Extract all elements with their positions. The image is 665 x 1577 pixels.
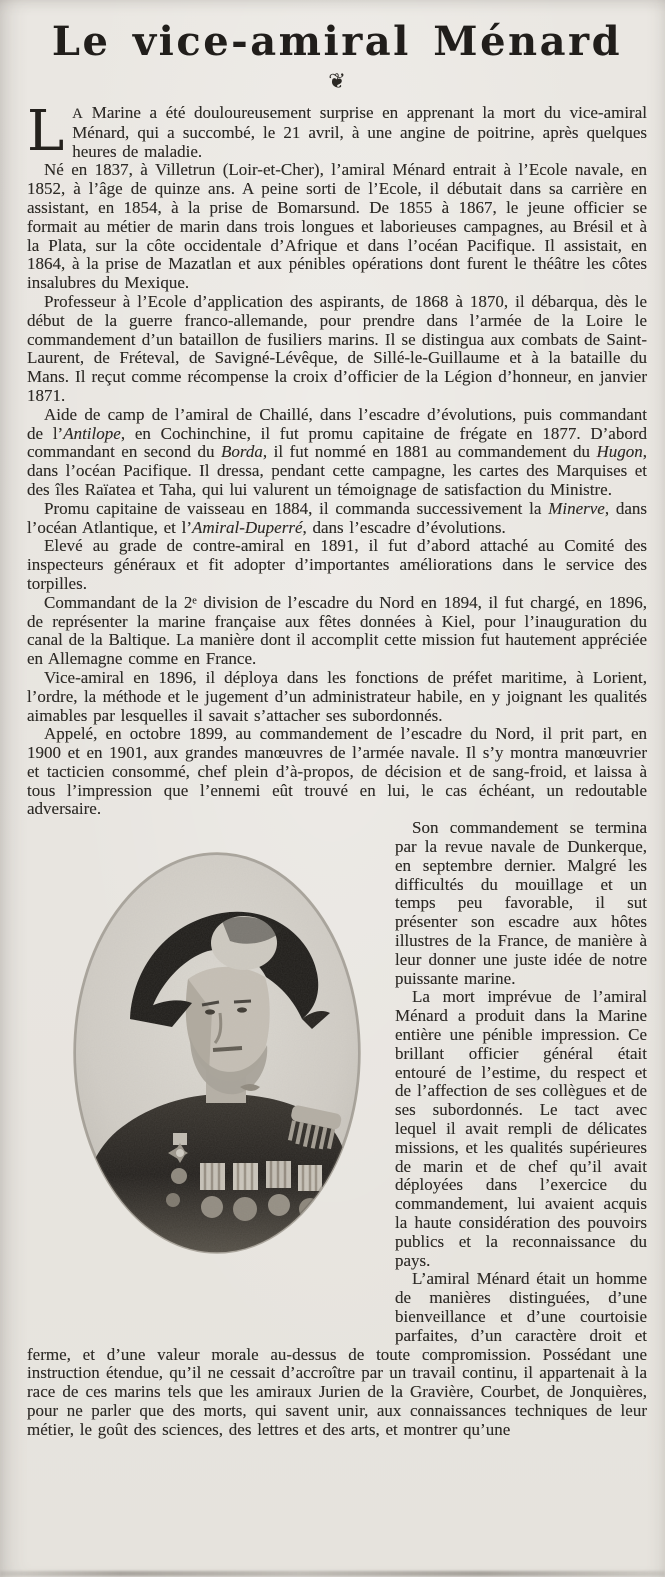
portrait-figure [27,821,395,1341]
page-bottom-edge [0,1571,665,1576]
lead-paragraph [27,99,647,164]
article-paragraph: Elevé au grade de contre-amiral en 1891, il fut d’abord attaché au Comité des inspecteurs généraux et fit adopter d’importantes améliorations dans le service des torpilles. [27,536,647,593]
article-paragraph: Né en 1837, à Villetrun (Loir-et-Cher), l’amiral Ménard entrait à l’Ecole navale, en 1852, à l’âge de quinze ans. A peine sorti de l’Ecole, il débutait dans sa carrière en assistant, en 1854, à la prise de Bomarsund. De 1855 à 1867, le jeune officier se formait au métier de marin dans trois longues et laborieuses campagnes, au Brésil et à la Plata, sur la côte occidentale d’Afrique et dans l’océan Pacifique. Il assistait, en 1864, à la prise de Mazatlan et aux pénibles opérations dont furent le théâtre les côtes insalubres du Mexique. [27,160,647,293]
article-body [27,99,647,1440]
article-paragraph: Appelé, en octobre 1899, au commandement de l’escadre du Nord, il prit part, en 1900 et en 1901, aux grandes manœuvres de l’armée navale. Il s’y montra manœuvrier et tacticien consommé, chef plein d’à-propos, de décision et de sang-froid, et laissa à tous l’impression que l’ennemi eût trouvé en lui, le cas échéant, un redoutable adversaire. [27,724,647,819]
lead-smallcap: A [72,106,84,122]
dropcap-letter: L [27,99,65,164]
article-paragraph: L’amiral Ménard était un homme de manières distinguées, d’une bienveillance et d’une courtoisie parfaites, d’un caractère droit et ferme, et d’une valeur morale au-dessus de toute compromission. Possédant une instruction étendue, qu’il ne cessait d’accroître par un travail continu, il appartenait à la race de ces marins tels que les amiraux Jurien de la Gravière, Courbet, de Jonquières, pour ne parler que des morts, qui savent unir, aux connaissances techniques de leur métier, le goût des sciences, des lettres et des arts, et montrer qu’une [27,1269,647,1439]
article-paragraph: Commandant de la 2ᵉ division de l’escadre du Nord en 1894, il fut chargé, en 1896, de représenter la marine française aux fêtes données à Kiel, pour l’inauguration du canal de la Baltique. La manière dont il accomplit cette mission fut hautement appréciée en Allemagne comme en France. [27,592,647,669]
article-paragraph: Son commandement se termina par la revue navale de Dunkerque, en septembre dernier. Malgré les difficultés du mouillage et un temps peu favorable, il sut présenter son escadre aux hôtes illustres de la France, de manière à leur donner une juste idée de notre puissante marine. [395,818,647,988]
article-title: Le vice-amiral Ménard [51,18,623,65]
lead-paragraph-text: Marine a été douloureusement surprise en apprenant la mort du vice-amiral Ménard, qui a succombé, le 21 avril, à une angine de poitrine, après quelques heures de maladie. [72,103,647,161]
fleuron-ornament-icon: ❦ [328,69,346,93]
article-paragraph: Professeur à l’Ecole d’application des aspirants, de 1868 à 1870, il débarqua, dès le début de la guerre franco-allemande, pour prendre dans l’armée de la Loire le commandement d’un bataillon de fusiliers marins. Il se distingua aux combats de Saint-Laurent, de Fréteval, de Savigné-Lévêque, de Sillé-le-Guillaume et à la bataille du Mans. Il reçut comme récompense la croix d’officier de la Légion d’honneur, en janvier 1871. [27,291,647,405]
article-header [27,18,647,93]
portrait-photo-vice-amiral-menard [72,851,362,1255]
article-paragraph: Promu capitaine de vaisseau en 1884, il commanda successivement la Minerve, dans l’océan Atlantique, et l’Amiral-Duperré, dans l’escadre d’évolutions. [27,498,647,537]
article-paragraph: La mort imprévue de l’amiral Ménard a produit dans la Marine entière une pénible impression. Ce brillant officier général était entouré de l’estime, du respect et de l’affection de ses collègues et de ses subordonnés. Le tact avec lequel il avait rempli de délicates missions, et les qualités supérieures de marin et de chef qu’il avait déployées dans l’exercice du commandement, lui avaient acquis la haute considération des pouvoirs publics et la reconnaissance du pays. [395,987,647,1270]
article-paragraph: Aide de camp de l’amiral de Chaillé, dans l’escadre d’évolutions, puis commandant de l’Antilope, en Cochinchine, il fut promu capitaine de frégate en 1877. D’abord commandant en second du Borda, il fut nommé en 1881 au commandement du Hugon, dans l’océan Pacifique. Il dressa, pendant cette campagne, les cartes des Marquises et des îles Raïatea et Taha, qui lui valurent un témoignage de satisfaction du Ministre. [27,404,647,499]
article-paragraph: Vice-amiral en 1896, il déploya dans les fonctions de préfet maritime, à Lorient, l’ordre, la méthode et le jugement d’un administrateur habile, en y joignant les qualités aimables par lesquelles il savait s’attacher ses subordonnés. [27,667,647,725]
